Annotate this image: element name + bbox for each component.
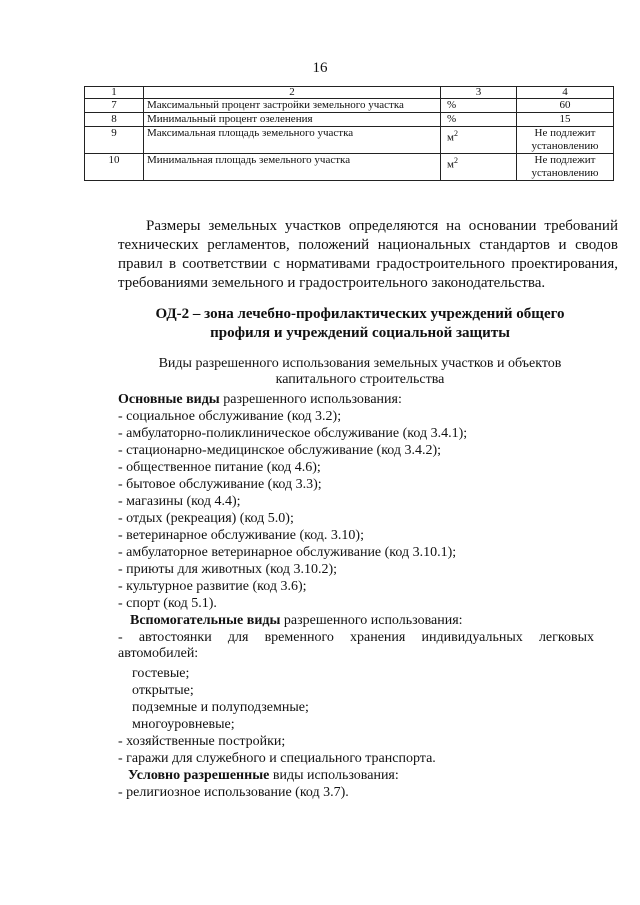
main-uses-label (118, 392, 402, 408)
aux-uses-label-rest: разрешенного использования: (280, 613, 463, 628)
aux-uses-label (130, 613, 463, 629)
list-item: - амбулаторно-поликлиническое обслуживание (код 3.4.1); (118, 426, 468, 441)
parameter-name: Максимальная площадь земельного участка (144, 127, 441, 154)
list-item: - магазины (код 4.4); (118, 494, 241, 509)
parameter-value: Не подлежит установлению (517, 127, 614, 154)
page-number: 16 (312, 60, 328, 76)
unit-base: м (447, 158, 454, 171)
list-item: - отдых (рекреация) (код 5.0); (118, 511, 294, 526)
table-header-cell: 1 (85, 87, 144, 99)
parameter-unit: % (441, 113, 517, 127)
parameter-value: 60 (517, 99, 614, 113)
unit-exponent: 2 (453, 156, 458, 165)
parking-type: многоуровневые; (132, 717, 235, 732)
list-item: - ветеринарное обслуживание (код. 3.10); (118, 528, 364, 543)
main-uses-label-rest: разрешенного использования: (219, 392, 402, 407)
table-row (85, 127, 614, 154)
table-header-row (85, 87, 614, 99)
table-header-cell: 2 (144, 87, 441, 99)
parameter-value: Не подлежит установлению (517, 154, 614, 181)
table-row (85, 154, 614, 181)
aux-uses-label-bold: Вспомогательные виды (130, 613, 281, 628)
table-header-cell: 4 (517, 87, 614, 99)
table-row (85, 99, 614, 113)
uses-heading: Виды разрешенного использования земельных участков и объектов капитального строительства (158, 356, 562, 387)
parameter-unit: % (441, 99, 517, 113)
list-item: - общественное питание (код 4.6); (118, 460, 321, 475)
unit-exponent: 2 (453, 129, 458, 138)
land-plot-size-paragraph: Размеры земельных участков определяются на основании требований технических регламентов, положений национальных стандартов и сводов правил в соответствии с нормативами градостроительного проектирования, требованиями земельного и градостроительного законодательства. (118, 218, 618, 291)
parking-type: подземные и полуподземные; (132, 700, 309, 715)
list-item: - амбулаторное ветеринарное обслуживание (код 3.10.1); (118, 545, 457, 560)
row-number: 9 (85, 127, 144, 154)
parameters-table (84, 86, 614, 181)
conditional-uses-label-bold: Условно разрешенные (128, 768, 270, 783)
list-item: - автостоянки для временного хранения индивидуальных легковых автомобилей: (118, 630, 594, 661)
parameter-name: Минимальная площадь земельного участка (144, 154, 441, 181)
parking-type: открытые; (132, 683, 194, 698)
list-item: - религиозное использование (код 3.7). (118, 785, 349, 800)
parameter-name: Минимальный процент озеленения (144, 113, 441, 127)
parameter-value: 15 (517, 113, 614, 127)
list-item: - хозяйственные постройки; (118, 734, 286, 749)
conditional-uses-label (128, 768, 399, 784)
zone-title: ОД-2 – зона лечебно-профилактических учреждений общего профиля и учреждений социальной защиты (155, 306, 565, 341)
table-header-cell: 3 (441, 87, 517, 99)
parameter-unit (441, 127, 517, 154)
list-item: - приюты для животных (код 3.10.2); (118, 562, 338, 577)
parking-type: гостевые; (132, 666, 190, 681)
list-item: - спорт (код 5.1). (118, 596, 217, 611)
list-item: - бытовое обслуживание (код 3.3); (118, 477, 322, 492)
list-item: - гаражи для служебного и специального транспорта. (118, 751, 436, 766)
parameter-name: Максимальный процент застройки земельного участка (144, 99, 441, 113)
unit-base: м (447, 131, 454, 144)
main-uses-label-bold: Основные виды (118, 392, 220, 407)
list-item: - культурное развитие (код 3.6); (118, 579, 307, 594)
conditional-uses-label-rest: виды использования: (269, 768, 399, 783)
row-number: 10 (85, 154, 144, 181)
list-item: - социальное обслуживание (код 3.2); (118, 409, 342, 424)
row-number: 8 (85, 113, 144, 127)
list-item: - стационарно-медицинское обслуживание (код 3.4.2); (118, 443, 442, 458)
parameter-unit (441, 154, 517, 181)
row-number: 7 (85, 99, 144, 113)
table-row (85, 113, 614, 127)
